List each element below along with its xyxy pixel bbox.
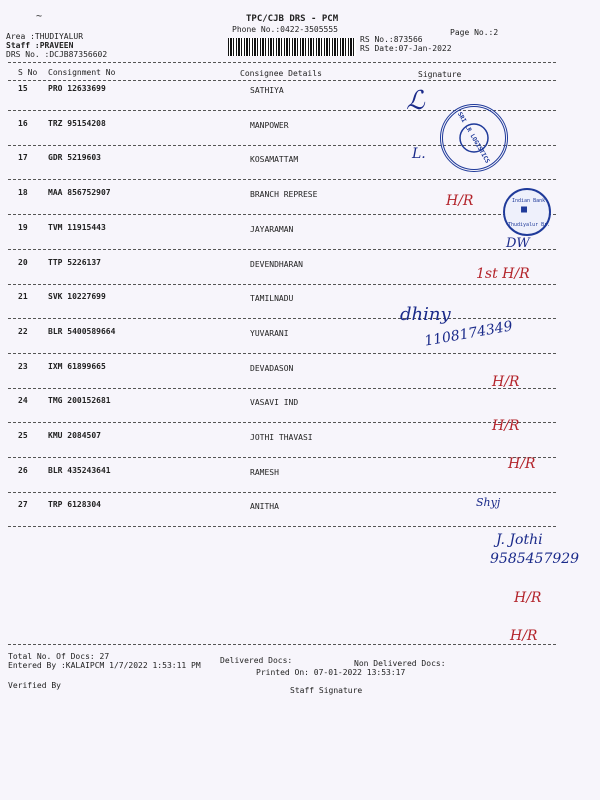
column-consignment: Consignment No	[48, 68, 116, 77]
row-consignee: YUVARANI	[250, 328, 289, 338]
barcode	[228, 38, 356, 56]
handwriting-row-22: H/R	[492, 374, 520, 390]
handwriting-row-27: H/R	[510, 628, 538, 644]
bank-stamp-emblem: ■	[521, 204, 528, 215]
column-sno: S No	[18, 68, 38, 77]
row-consignee: SATHIYA	[250, 86, 284, 95]
row-consignee: TAMILNADU	[250, 294, 294, 304]
signature-row-25-name: J. Jothi	[496, 532, 543, 548]
row-sno: 15	[18, 84, 28, 93]
row-sno: 26	[18, 465, 28, 475]
row-separator	[8, 214, 556, 215]
delivered-docs: Delivered Docs:	[220, 656, 293, 665]
row-sno: 20	[18, 257, 28, 267]
bank-stamp-top: Indian Bank	[512, 198, 546, 204]
row-consignment-no: PRO 12633699	[48, 84, 106, 93]
row-consignment-no: GDR 5219603	[48, 153, 101, 163]
row-consignee: JOTHI THAVASI	[250, 433, 313, 442]
handwriting-row-23b: H/R	[508, 456, 536, 472]
row-consignment-no: IXM 61899665	[48, 361, 106, 371]
row-consignment-no: BLR 435243641	[48, 465, 111, 475]
row-consignment-no: TRP 6128304	[48, 500, 101, 510]
area-label: Area :THUDIYALUR	[6, 32, 84, 41]
verified-by: Verified By	[8, 681, 61, 690]
row-consignment-no: TRZ 95154208	[48, 118, 106, 128]
row-consignee: DEVADASON	[250, 363, 294, 373]
row-sno: 27	[18, 500, 28, 510]
handwriting-row-23: H/R	[492, 418, 520, 434]
staff-label: Staff :PRAVEEN	[6, 41, 74, 50]
corner-mark: ~	[36, 11, 43, 22]
handwriting-row-19: 1st H/R	[476, 266, 530, 282]
non-delivered-docs: Non Delivered Docs:	[354, 659, 446, 668]
logistics-stamp	[440, 104, 508, 172]
row-sno: 19	[18, 222, 28, 232]
handwriting-row-26: H/R	[514, 590, 542, 606]
rs-number: RS No.:873566	[360, 35, 423, 44]
signature-row-25-phone: 9585457929	[490, 551, 580, 567]
row-consignment-no: TTP 5226137	[48, 257, 101, 267]
row-consignment-no: BLR 5400589664	[48, 326, 116, 336]
header-rule	[8, 62, 556, 63]
signature-row-20-name: dhiny	[400, 304, 451, 325]
handwriting-row-18: DW	[506, 236, 530, 251]
signature-row-20-phone: 1108174349	[423, 318, 514, 350]
row-sno: 23	[18, 361, 28, 371]
row-sno: 22	[18, 326, 28, 336]
row-consignee: ANITHA	[250, 502, 279, 512]
bank-stamp	[503, 188, 551, 236]
row-separator	[8, 422, 556, 423]
row-sno: 24	[18, 396, 28, 406]
row-separator	[8, 353, 556, 354]
printed-on: Printed On: 07-01-2022 13:53:17	[256, 668, 406, 677]
signature-row-24: Shyj	[476, 496, 501, 509]
row-separator	[8, 526, 556, 527]
row-sno: 25	[18, 431, 28, 440]
row-consignee: VASAVI IND	[250, 398, 299, 408]
row-consignment-no: KMU 2084507	[48, 431, 101, 440]
header-rule-bottom	[8, 80, 556, 81]
bank-stamp-bottom: Thudiyalur Br.	[508, 222, 551, 228]
handwriting-row-17: H/R	[446, 193, 474, 209]
row-consignment-no: SVK 10227699	[48, 292, 106, 302]
row-sno: 17	[18, 153, 28, 163]
document-title: TPC/CJB DRS - PCM	[246, 14, 339, 24]
logistics-stamp-text: SRI LR LOGISTICS	[455, 110, 491, 165]
row-consignee: JAYARAMAN	[250, 224, 294, 234]
row-consignee: MANPOWER	[250, 120, 289, 130]
page-number: Page No.:2	[450, 28, 499, 37]
column-signature: Signature	[418, 70, 462, 79]
drs-number: DRS No. :DCJB87356602	[6, 50, 108, 59]
row-consignee: RAMESH	[250, 467, 279, 477]
row-separator	[8, 318, 556, 319]
row-consignment-no: TMG 200152681	[48, 396, 111, 406]
row-sno: 18	[18, 188, 28, 198]
footer-rule	[8, 644, 556, 645]
row-separator	[8, 249, 556, 250]
handwriting-row-16: L.	[412, 146, 426, 162]
phone-number: Phone No.:0422-3505555	[232, 25, 338, 34]
row-separator	[8, 388, 556, 389]
staff-signature: Staff Signature	[290, 686, 363, 695]
row-consignee: KOSAMATTAM	[250, 155, 299, 165]
row-consignment-no: MAA 856752907	[48, 188, 111, 198]
row-sno: 16	[18, 118, 28, 128]
row-separator	[8, 284, 556, 285]
row-sno: 21	[18, 292, 28, 302]
entered-by: Entered By :KALAIPCM 1/7/2022 1:53:11 PM	[8, 661, 201, 670]
total-docs: Total No. Of Docs: 27	[8, 652, 110, 661]
signature-row-15: ℒ	[406, 86, 425, 116]
rs-date: RS Date:07-Jan-2022	[360, 44, 452, 53]
row-consignee: DEVENDHARAN	[250, 259, 303, 269]
row-consignee: BRANCH REPRESE	[250, 190, 318, 200]
row-separator	[8, 179, 556, 180]
column-consignee: Consignee Details	[240, 69, 322, 78]
row-consignment-no: TVM 11915443	[48, 222, 106, 232]
row-separator	[8, 457, 556, 458]
row-separator	[8, 492, 556, 493]
